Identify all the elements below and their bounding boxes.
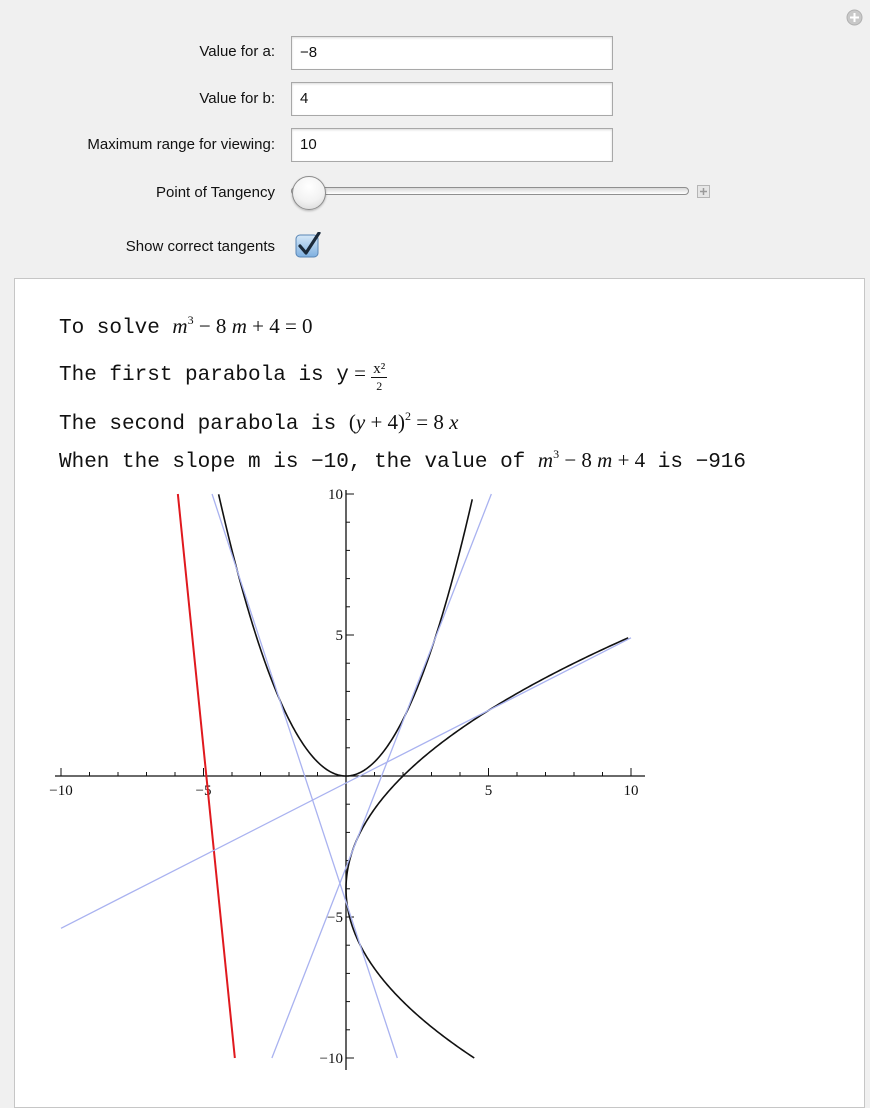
- tangency-slider-thumb[interactable]: [292, 176, 326, 210]
- plus-four: + 4): [365, 410, 406, 434]
- value-of-text: , the value of: [348, 451, 538, 474]
- slider-expand-icon[interactable]: [697, 185, 710, 198]
- second-parabola-prefix: The second parabola is: [59, 413, 349, 436]
- var-m: m: [231, 314, 247, 338]
- x-tick-label: 5: [484, 783, 493, 799]
- exponent: 3: [553, 447, 560, 461]
- slope-prefix: When the slope m is: [59, 451, 312, 474]
- point-of-tangency-label: Point of Tangency: [156, 184, 275, 201]
- tangency-slider-track[interactable]: [291, 187, 689, 195]
- slope-value: −10: [311, 451, 349, 474]
- var-y: y: [336, 364, 349, 387]
- is-text: is: [645, 451, 696, 474]
- var-m: m: [537, 448, 554, 472]
- max-range-input[interactable]: 10: [291, 128, 613, 162]
- var-y: y: [355, 410, 366, 434]
- add-icon[interactable]: [846, 9, 863, 26]
- x-tick-label: 10: [623, 783, 639, 799]
- y-tick-label: 5: [335, 628, 343, 644]
- equation-tail: + 4 = 0: [246, 314, 313, 338]
- show-tangents-checkbox[interactable]: [295, 232, 321, 258]
- value-b-label: Value for b:: [199, 90, 275, 107]
- var-m: m: [172, 314, 188, 338]
- max-range-label: Maximum range for viewing:: [87, 136, 275, 153]
- value-a-label: Value for a:: [199, 43, 275, 60]
- equation-mid: − 8: [193, 314, 232, 338]
- equation-tail: + 4: [612, 448, 646, 472]
- output-panel: [14, 278, 865, 1108]
- first-parabola-prefix: The first parabola is: [59, 364, 337, 387]
- equation-mid: − 8: [559, 448, 598, 472]
- exponent: 2: [405, 409, 412, 423]
- second-parabola-curve: [346, 638, 628, 1058]
- y-tick-label: −10: [319, 1051, 343, 1067]
- y-tick-label: −5: [327, 910, 343, 926]
- value-a-input[interactable]: −8: [291, 36, 613, 70]
- var-x: x: [449, 410, 459, 434]
- exponent: 3: [187, 313, 194, 327]
- fraction-denominator: 2: [376, 379, 383, 393]
- x-tick-label: −5: [195, 783, 212, 799]
- fraction-numerator: x²: [373, 361, 386, 377]
- equals-eight: = 8: [411, 410, 450, 434]
- show-tangents-label: Show correct tangents: [125, 238, 275, 255]
- polynomial-value: −916: [695, 451, 747, 474]
- var-m: m: [597, 448, 613, 472]
- tangent-plot: [15, 279, 864, 1101]
- equation-prefix: To solve: [59, 317, 173, 340]
- value-b-input[interactable]: 4: [291, 82, 613, 116]
- x-tick-label: −10: [49, 783, 73, 799]
- y-tick-label: 10: [328, 487, 343, 503]
- paren: (: [348, 410, 356, 434]
- equals: =: [348, 361, 372, 385]
